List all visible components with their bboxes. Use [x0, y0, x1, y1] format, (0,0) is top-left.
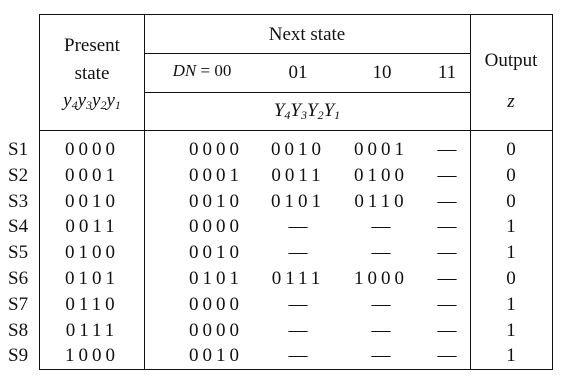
output-cell: 1 — [506, 345, 516, 367]
present-var-y3: $y_3$ — [77, 90, 92, 112]
present-state-cell: 0011 — [65, 216, 119, 238]
next-var-Y3: $Y_3$ — [290, 100, 307, 122]
next-state-01-cell: 0010 — [271, 139, 325, 160]
next-state-00-cell: 0010 — [189, 345, 243, 367]
next-state-00-cell: 0000 — [189, 319, 243, 341]
present-state-heading-2: state — [74, 63, 110, 84]
table-top-border — [39, 14, 552, 15]
next-state-10-cell: — — [371, 293, 391, 315]
input-header-rule — [144, 92, 470, 93]
present-state-vars — [40, 90, 144, 113]
state-label: S2 — [8, 164, 29, 186]
next-state-01-cell: — — [288, 242, 308, 264]
state-label: S8 — [8, 319, 29, 341]
next-state-10-cell: 0110 — [354, 190, 408, 212]
next-state-heading: Next state — [268, 24, 346, 45]
output-heading: Output — [484, 50, 538, 71]
state-label: S3 — [8, 190, 29, 212]
input-00-heading: DN = 00 — [172, 61, 232, 80]
state-label: S4 — [8, 216, 29, 238]
state-label: S7 — [8, 293, 29, 315]
next-state-10-cell: 0001 — [354, 139, 408, 160]
next-state-10-cell: 0100 — [354, 164, 408, 186]
next-var-Y2: $Y_2$ — [307, 100, 324, 122]
state-label: S6 — [8, 268, 29, 289]
present-state-cell: 0101 — [65, 268, 119, 289]
next-state-11-cell: — — [437, 293, 457, 315]
next-state-11-cell: — — [437, 139, 457, 160]
output-cell: 1 — [506, 293, 516, 315]
next-state-10-cell: — — [371, 345, 391, 367]
next-state-10-cell: — — [371, 319, 391, 341]
next-state-01-cell: 0101 — [271, 190, 325, 212]
state-label: S1 — [8, 139, 29, 160]
next-state-00-cell: 0000 — [189, 216, 243, 238]
output-cell: 0 — [506, 139, 516, 160]
next-state-01-cell: — — [288, 216, 308, 238]
present-state-cell: 1000 — [65, 345, 119, 367]
output-cell: 1 — [506, 216, 516, 238]
next-state-11-cell: — — [437, 268, 457, 289]
header-bottom-rule — [39, 130, 552, 131]
next-state-10-cell: — — [371, 216, 391, 238]
present-state-cell: 0111 — [65, 319, 119, 341]
table-right-border — [552, 14, 553, 370]
present-state-cell: 0000 — [65, 139, 119, 160]
output-var: z — [507, 91, 515, 112]
present-state-cell: 0010 — [65, 190, 119, 212]
output-cell: 0 — [506, 268, 516, 289]
input-10-heading: 10 — [372, 62, 392, 83]
next-state-01-cell: — — [288, 345, 308, 367]
next-state-00-cell: 0000 — [189, 293, 243, 315]
next-state-11-cell: — — [437, 164, 457, 186]
next-state-01-cell: 0011 — [271, 164, 325, 186]
next-var-Y4: $Y_4$ — [273, 100, 291, 122]
next-state-10-cell: 1000 — [354, 268, 408, 289]
next-state-11-cell: — — [437, 345, 457, 367]
next-state-00-cell: 0000 — [189, 139, 243, 160]
present-state-heading: Present — [64, 35, 120, 56]
next-state-11-cell: — — [437, 216, 457, 238]
output-cell: 1 — [506, 242, 516, 264]
next-state-01-cell: — — [288, 319, 308, 341]
table-bottom-border — [39, 369, 552, 370]
present-state-cell: 0110 — [65, 293, 119, 315]
next-state-01-cell: 0111 — [271, 268, 325, 289]
present-var-y1: $y_1$ — [106, 90, 121, 112]
next-state-11-cell: — — [437, 319, 457, 341]
next-state-00-cell: 0010 — [189, 242, 243, 264]
next-state-10-cell: — — [371, 242, 391, 264]
present-state-cell: 0100 — [65, 242, 119, 264]
next-state-vars — [144, 100, 470, 123]
present-var-y4: $y_4$ — [63, 90, 78, 112]
next-state-00-cell: 0010 — [189, 190, 243, 212]
output-cell: 0 — [506, 190, 516, 212]
state-label: S5 — [8, 242, 29, 264]
output-cell: 1 — [506, 319, 516, 341]
next-state-01-cell: — — [288, 293, 308, 315]
next-state-00-cell: 0101 — [189, 268, 243, 289]
state-label: S9 — [8, 345, 29, 367]
next-state-11-cell: — — [437, 242, 457, 264]
output-cell: 0 — [506, 164, 516, 186]
present-var-y2: $y_2$ — [92, 90, 107, 112]
next-state-header-rule — [144, 53, 470, 54]
input-11-heading: 11 — [437, 62, 457, 83]
input-01-heading: 01 — [288, 62, 308, 83]
present-state-cell: 0001 — [65, 164, 119, 186]
next-state-11-cell: — — [437, 190, 457, 212]
present-next-divider — [144, 14, 145, 370]
next-var-Y1: $Y_1$ — [323, 100, 341, 122]
next-state-00-cell: 0001 — [189, 164, 243, 186]
